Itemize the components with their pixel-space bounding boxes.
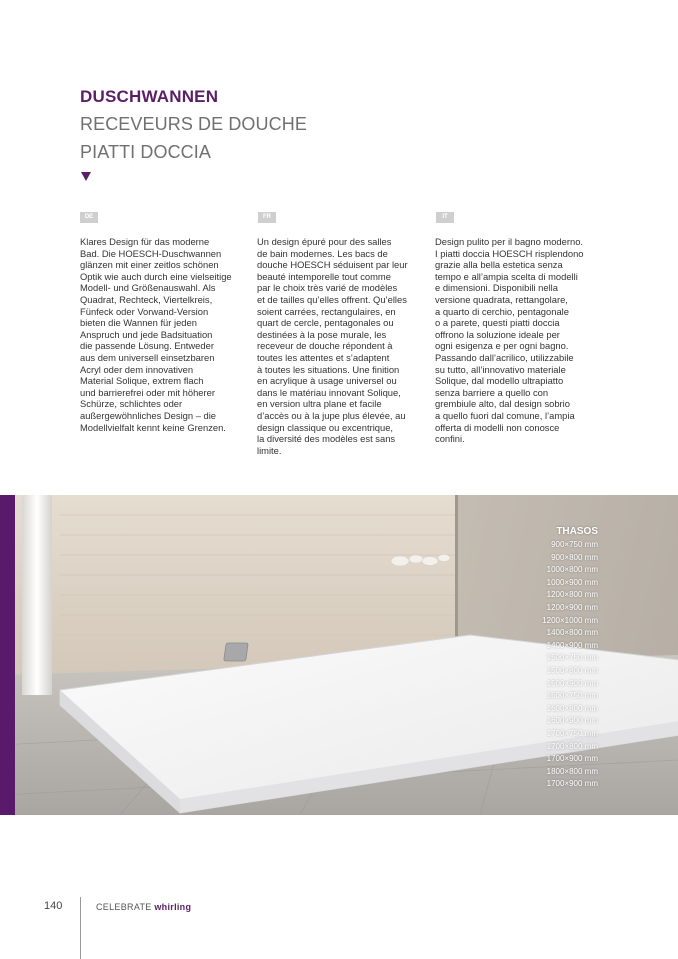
- size-item: 1000×900 mm: [546, 577, 598, 587]
- size-item: 1600×800 mm: [546, 703, 598, 713]
- size-item: 1500×800 mm: [546, 665, 598, 675]
- size-item: 1800×800 mm: [546, 766, 598, 776]
- triangle-down-icon: [81, 172, 91, 181]
- language-tag-it: IT: [436, 212, 454, 223]
- size-item: 900×750 mm: [551, 540, 598, 549]
- size-item: 1600×750 mm: [546, 691, 598, 701]
- size-item: 1500×900 mm: [546, 678, 598, 688]
- language-tag-fr: FR: [258, 212, 276, 223]
- size-item: 1200×1000 mm: [542, 615, 598, 625]
- size-item: 1700×750 mm: [546, 728, 598, 738]
- size-item: 1400×900 mm: [546, 640, 598, 650]
- size-item: 1400×800 mm: [546, 628, 598, 638]
- product-name: THASOS: [556, 526, 598, 537]
- size-item: 1700×900 mm: [546, 779, 598, 789]
- language-tag-de: DE: [80, 212, 98, 223]
- footer-brand-prefix: CELEBRATE: [96, 902, 152, 912]
- size-item: 900×800 mm: [551, 552, 598, 562]
- title-french: RECEVEURS DE DOUCHE: [80, 114, 307, 134]
- size-item: 1700×800 mm: [546, 741, 598, 751]
- title-italian: PIATTI DOCCIA: [80, 142, 211, 162]
- text-column-german: Klares Design für das moderne Bad. Die HOESCH-Duschwannen glänzen mit einer zeitlos schönen Optik wie auch durch eine vielseitige Modell- und Größenauswahl. Als Quadrat, Rechteck, Viertelkreis, Fünfeck oder Vorwand-Version bieten die Wannen für jeden Anspruch und jede Badsituation die passende Lösung. Entweder aus dem universell einsetzbaren Acryl oder dem innovativen Material Solique, extrem flach und barrierefrei oder mit höherer Schürze, schlichtes oder außergewöhnliches Design – die Modellvielfalt kennt keine Grenzen.: [80, 236, 232, 433]
- size-item: 1200×900 mm: [546, 602, 598, 612]
- size-item: 1700×900 mm: [546, 754, 598, 764]
- footer-brand-accent: whirling: [154, 902, 192, 912]
- text-column-italian: Design pulito per il bagno moderno. I piatti doccia HOESCH risplendono grazie alla bella estetica senza tempo e all’ampia scelta di modelli e dimensioni. Disponibili nella versione quadrata, rettangolare, a quarto di cerchio, pentagonale o a parete, questi piatti doccia offrono la soluzione ideale per ogni esigenza e per ogni bagno. Passando dall’acrilico, utilizzabile su tutto, all’innovativo materiale Solique, dal modello ultrapiatto senza barriere a quello con grembiule alto, dal design sobrio a quello fuori dal comune, l’ampia offerta di modelli non conosce confini.: [435, 236, 584, 445]
- footer-divider: [80, 897, 81, 959]
- text-column-french: Un design épuré pour des salles de bain modernes. Les bacs de douche HOESCH séduisent par leur beauté intemporelle tout comme par le choix très varié de modèles et de tailles qu’elles offrent. Qu’elles soient carrées, rectangulaires, en quart de cercle, pentagonales ou destinées à la pose murale, les receveur de douche répondent à toutes les attentes et s’adaptent à toutes les situations. Une finition en acrylique à usage universel ou dans le matériau innovant Solique, en version ultra plane et facile d’accès ou à la jupe plus élevée, au design classique ou excentrique, la diversité des modèles est sans limite.: [257, 236, 408, 456]
- size-item: 1200×800 mm: [546, 590, 598, 600]
- size-list: [542, 526, 598, 791]
- footer-brand: [96, 902, 191, 912]
- size-item: 1600×900 mm: [546, 716, 598, 726]
- title-german: DUSCHWANNEN: [80, 87, 219, 106]
- page-number: 140: [44, 900, 63, 912]
- sidebar-accent-bar: [0, 495, 15, 815]
- size-item: 1000×800 mm: [546, 565, 598, 575]
- size-item: 1500×750 mm: [546, 653, 598, 663]
